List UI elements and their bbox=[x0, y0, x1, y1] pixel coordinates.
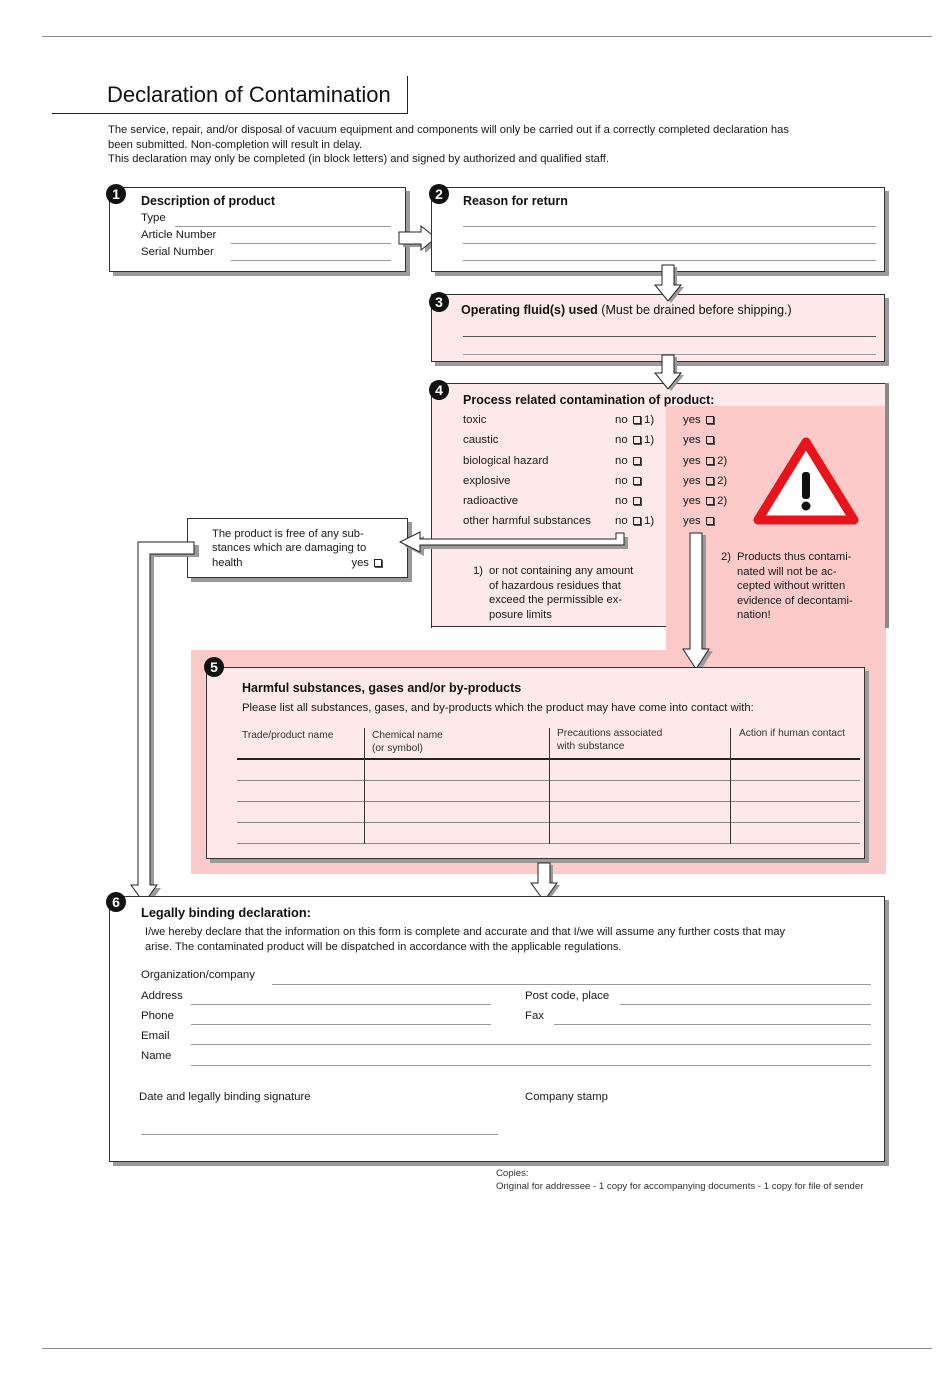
free-text-line: The product is free of any sub- bbox=[212, 528, 364, 540]
type-label: Type bbox=[141, 212, 166, 224]
fax-field[interactable] bbox=[554, 1024, 871, 1025]
table-cell-trade-1[interactable] bbox=[238, 761, 364, 780]
address-field[interactable] bbox=[191, 1004, 491, 1005]
yes-label: yes bbox=[683, 475, 701, 487]
section5-number-badge: 5 bbox=[204, 657, 224, 677]
section4-shadow bbox=[885, 383, 889, 628]
radioactive-label: radioactive bbox=[463, 495, 519, 507]
other-harmful-label: other harmful substances bbox=[463, 515, 591, 527]
copies-label: Copies: bbox=[496, 1168, 529, 1179]
footnote-2 bbox=[721, 550, 853, 623]
footnote-1-number: 1) bbox=[473, 565, 483, 577]
section4-number-badge: 4 bbox=[429, 380, 449, 400]
footnote-2-line: evidence of decontami- bbox=[737, 594, 853, 607]
arrow-down-icon bbox=[654, 264, 684, 304]
organization-field[interactable] bbox=[272, 984, 871, 985]
article-number-field[interactable] bbox=[231, 243, 391, 244]
footnote-ref: 1) bbox=[644, 414, 655, 426]
free-text-line: stances which are damaging to bbox=[212, 542, 367, 555]
footnote-ref: 2) bbox=[717, 495, 728, 507]
top-rule bbox=[42, 36, 932, 37]
phone-field[interactable] bbox=[191, 1024, 491, 1025]
postcode-field[interactable] bbox=[620, 1004, 871, 1005]
declaration-text bbox=[145, 925, 885, 954]
biological-no-checkbox[interactable] bbox=[615, 455, 641, 467]
column-header-text: (or symbol) bbox=[372, 742, 423, 754]
checkbox-icon bbox=[706, 497, 714, 505]
footnote-1-line: posure limits bbox=[489, 608, 552, 621]
copies-note bbox=[496, 1168, 863, 1193]
biological-yes-checkbox[interactable] bbox=[683, 455, 727, 467]
column-header-chemical-name bbox=[372, 730, 443, 755]
table-cell-trade-4[interactable] bbox=[238, 824, 364, 843]
section6-number-badge: 6 bbox=[106, 892, 126, 912]
section6-title: Legally binding declaration: bbox=[141, 905, 311, 920]
table-column-divider bbox=[364, 728, 365, 844]
intro-line-3: This declaration may only be completed (in block letters) and signed by authorized and qualified staff. bbox=[108, 153, 610, 166]
no-label: no bbox=[615, 475, 628, 487]
column-header-text: Precautions associated bbox=[557, 728, 663, 739]
fax-label: Fax bbox=[525, 1010, 544, 1022]
explosive-label: explosive bbox=[463, 475, 511, 487]
footnote-2-number: 2) bbox=[721, 551, 731, 563]
copies-text: Original for addressee - 1 copy for accompanying documents - 1 copy for file of sender bbox=[496, 1180, 864, 1192]
checkbox-icon bbox=[633, 457, 641, 465]
column-header-action bbox=[739, 728, 845, 741]
column-header-text: Chemical name bbox=[372, 730, 443, 741]
phone-label: Phone bbox=[141, 1010, 174, 1022]
arrow-left-icon bbox=[398, 532, 634, 562]
intro-line-1: The service, repair, and/or disposal of vacuum equipment and components will only be carried out if a correctly completed declaration has bbox=[108, 124, 789, 136]
no-label: no bbox=[615, 455, 628, 467]
column-header-text: Trade/product name bbox=[242, 730, 334, 741]
yes-label: yes bbox=[683, 414, 701, 426]
column-header-text: Action if human contact bbox=[739, 728, 845, 739]
company-stamp-label: Company stamp bbox=[525, 1091, 608, 1103]
footnote-2-line: nated will not be ac- bbox=[737, 565, 837, 578]
checkbox-icon bbox=[706, 517, 714, 525]
section5-instruction: Please list all substances, gases, and by-products which the product may have come into contact with: bbox=[242, 702, 754, 714]
email-field[interactable] bbox=[191, 1044, 871, 1045]
section1-number-badge: 1 bbox=[106, 184, 126, 204]
section3-title-text: Operating fluid(s) used bbox=[461, 303, 598, 317]
arrow-down-icon bbox=[684, 532, 714, 674]
footnote-ref: 2) bbox=[717, 475, 728, 487]
no-label: no bbox=[615, 495, 628, 507]
signature-field[interactable] bbox=[141, 1134, 498, 1135]
bottom-rule bbox=[42, 1348, 932, 1349]
fluid-line-1[interactable] bbox=[463, 336, 876, 337]
footnote-ref: 1) bbox=[644, 434, 655, 446]
footnote-2-line: cepted without written bbox=[737, 580, 846, 592]
caustic-no-checkbox[interactable] bbox=[615, 434, 654, 446]
checkbox-icon bbox=[633, 436, 641, 444]
intro-line-2: been submitted. Non-completion will result in delay. bbox=[108, 138, 363, 151]
type-field[interactable] bbox=[175, 226, 391, 227]
section2-title: Reason for return bbox=[463, 194, 568, 208]
yes-label: yes bbox=[351, 556, 369, 569]
column-header-precautions bbox=[557, 728, 662, 753]
postcode-label: Post code, place bbox=[525, 990, 610, 1002]
caustic-label: caustic bbox=[463, 434, 499, 446]
address-label: Address bbox=[141, 990, 183, 1002]
no-label: no bbox=[615, 414, 628, 426]
footnote-1 bbox=[473, 564, 633, 622]
checkbox-icon bbox=[374, 559, 382, 567]
article-number-label: Article Number bbox=[141, 229, 217, 241]
yes-label: yes bbox=[683, 515, 701, 527]
biological-hazard-label: biological hazard bbox=[463, 455, 549, 467]
name-label: Name bbox=[141, 1050, 172, 1062]
section4-title: Process related contamination of product: bbox=[463, 393, 715, 407]
other-harmful-yes-checkbox[interactable] bbox=[683, 515, 714, 527]
declaration-line: arise. The contaminated product will be dispatched in accordance with the applicable regulations. bbox=[145, 940, 622, 953]
free-yes-checkbox[interactable] bbox=[351, 556, 382, 570]
declaration-line: I/we hereby declare that the information on this form is complete and accurate and that I/we will assume any further costs that may bbox=[145, 926, 786, 938]
no-label: no bbox=[615, 434, 628, 446]
footnote-1-line: exceed the permissible ex- bbox=[489, 594, 623, 606]
checkbox-icon bbox=[706, 457, 714, 465]
footnote-1-line: or not containing any amount bbox=[489, 565, 634, 577]
section3-title bbox=[461, 303, 792, 317]
warning-triangle-icon bbox=[752, 436, 860, 528]
checkbox-icon bbox=[633, 416, 641, 424]
checkbox-icon bbox=[706, 436, 714, 444]
footnote-ref: 2) bbox=[717, 455, 728, 467]
footnote-2-line: Products thus contami- bbox=[737, 551, 852, 563]
yes-label: yes bbox=[683, 434, 701, 446]
explosive-yes-checkbox[interactable] bbox=[683, 475, 727, 487]
other-harmful-no-checkbox[interactable] bbox=[615, 515, 654, 527]
checkbox-icon bbox=[633, 497, 641, 505]
radioactive-no-checkbox[interactable] bbox=[615, 495, 641, 507]
column-header-trade-name bbox=[242, 730, 333, 743]
footnote-ref: 1) bbox=[644, 515, 655, 527]
email-label: Email bbox=[141, 1030, 170, 1042]
intro-text bbox=[108, 123, 888, 167]
free-text-line: health bbox=[212, 556, 243, 569]
caustic-yes-checkbox[interactable] bbox=[683, 434, 714, 446]
serial-number-field[interactable] bbox=[231, 260, 391, 261]
checkbox-icon bbox=[706, 477, 714, 485]
table-column-divider bbox=[549, 728, 550, 844]
checkbox-icon bbox=[633, 517, 641, 525]
footnote-2-line: nation! bbox=[737, 609, 771, 621]
organization-label: Organization/company bbox=[141, 969, 255, 981]
table-column-divider bbox=[730, 728, 731, 844]
section2-number-badge: 2 bbox=[429, 184, 449, 204]
section3-number-badge: 3 bbox=[429, 292, 449, 312]
section3-subtitle: (Must be drained before shipping.) bbox=[601, 303, 792, 317]
reason-line-2[interactable] bbox=[463, 243, 876, 244]
free-of-substances-text bbox=[212, 527, 382, 570]
checkbox-icon bbox=[706, 416, 714, 424]
toxic-yes-checkbox[interactable] bbox=[683, 414, 714, 426]
toxic-label: toxic bbox=[463, 414, 487, 426]
table-cell-trade-3[interactable] bbox=[238, 803, 364, 822]
page-title: Declaration of Contamination bbox=[107, 82, 391, 107]
section1-title: Description of product bbox=[141, 194, 276, 208]
yes-label: yes bbox=[683, 495, 701, 507]
signature-label: Date and legally binding signature bbox=[139, 1091, 311, 1103]
toxic-no-checkbox[interactable] bbox=[615, 414, 654, 426]
company-stamp-area[interactable] bbox=[525, 1108, 865, 1152]
table-cell-trade-2[interactable] bbox=[238, 782, 364, 801]
section5-title: Harmful substances, gases and/or by-products bbox=[242, 681, 522, 695]
radioactive-yes-checkbox[interactable] bbox=[683, 495, 727, 507]
yes-label: yes bbox=[683, 455, 701, 467]
serial-number-label: Serial Number bbox=[141, 246, 214, 258]
arrow-down-long-icon bbox=[134, 540, 200, 906]
explosive-no-checkbox[interactable] bbox=[615, 475, 641, 487]
title-frame bbox=[52, 76, 408, 114]
reason-line-1[interactable] bbox=[463, 226, 876, 227]
checkbox-icon bbox=[633, 477, 641, 485]
reason-line-3[interactable] bbox=[463, 260, 876, 261]
column-header-text: with substance bbox=[557, 740, 625, 752]
footnote-1-line: of hazardous residues that bbox=[489, 579, 621, 592]
arrow-down-icon bbox=[654, 354, 684, 392]
no-label: no bbox=[615, 515, 628, 527]
name-field[interactable] bbox=[191, 1065, 871, 1066]
